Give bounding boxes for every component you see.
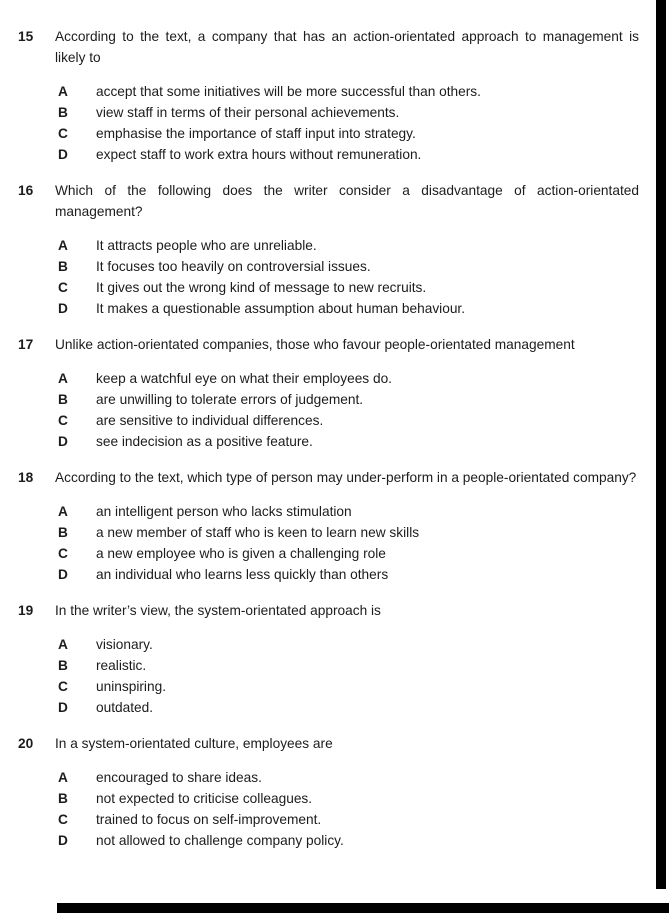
question-number: 18 [18,470,34,485]
option-row [58,788,639,809]
option-row [58,298,639,319]
options-list [58,634,639,718]
exam-page [18,26,639,866]
option-letter: B [58,658,68,673]
option-letter: B [58,105,68,120]
option-letter: A [58,238,68,253]
options-list [58,501,639,585]
option-row [58,81,639,102]
question-number: 15 [18,29,34,44]
option-letter: C [58,280,68,295]
option-row [58,102,639,123]
question-17 [18,334,639,452]
question-stem: In a system-orientated culture, employees are [55,736,333,751]
option-text: outdated. [96,700,154,715]
option-letter: A [58,504,68,519]
page-edge-right-artifact [656,0,666,889]
option-text: accept that some initiatives will be more successful than others. [96,84,481,99]
option-row [58,501,639,522]
options-list [58,767,639,851]
option-row [58,235,639,256]
option-row [58,543,639,564]
question-number: 16 [18,183,34,198]
option-letter: D [58,700,68,715]
option-row [58,389,639,410]
options-list [58,368,639,452]
option-letter: B [58,259,68,274]
option-letter: A [58,84,68,99]
option-text: It focuses too heavily on controversial issues. [96,259,371,274]
option-text: It makes a questionable assumption about human behaviour. [96,301,466,316]
option-row [58,368,639,389]
option-text: It attracts people who are unreliable. [96,238,317,253]
option-text: are sensitive to individual differences. [96,413,324,428]
option-letter: B [58,791,68,806]
option-row [58,830,639,851]
option-text: not allowed to challenge company policy. [96,833,344,848]
options-list [58,235,639,319]
option-letter: D [58,301,68,316]
option-text: an intelligent person who lacks stimulation [96,504,352,519]
option-letter: D [58,567,68,582]
question-number: 17 [18,337,34,352]
option-row [58,655,639,676]
option-row [58,809,639,830]
page-edge-bottom-artifact [57,903,669,913]
option-letter: C [58,679,68,694]
option-row [58,410,639,431]
option-text: uninspiring. [96,679,167,694]
question-20 [18,733,639,851]
option-text: a new employee who is given a challenging role [96,546,386,561]
option-row [58,676,639,697]
option-letter: A [58,371,68,386]
question-stem: Unlike action-orientated companies, those who favour people-orientated management [55,337,575,352]
question-18 [18,467,639,585]
option-text: emphasise the importance of staff input into strategy. [96,126,416,141]
option-text: view staff in terms of their personal achievements. [96,105,400,120]
option-letter: C [58,126,68,141]
option-row [58,123,639,144]
option-letter: B [58,392,68,407]
option-text: see indecision as a positive feature. [96,434,313,449]
question-16 [18,180,639,319]
option-row [58,277,639,298]
option-letter: D [58,434,68,449]
option-text: keep a watchful eye on what their employees do. [96,371,392,386]
option-text: visionary. [96,637,153,652]
question-stem: In the writer’s view, the system-orientated approach is [55,603,381,618]
options-list [58,81,639,165]
option-letter: A [58,770,68,785]
option-text: a new member of staff who is keen to learn new skills [96,525,420,540]
question-stem: According to the text, which type of person may under-perform in a people-orientated company? [55,470,637,485]
option-text: not expected to criticise colleagues. [96,791,313,806]
option-row [58,564,639,585]
option-text: It gives out the wrong kind of message to new recruits. [96,280,427,295]
option-row [58,431,639,452]
option-row [58,767,639,788]
option-row [58,522,639,543]
question-15 [18,26,639,165]
option-letter: C [58,812,68,827]
question-number: 19 [18,603,34,618]
question-number: 20 [18,736,34,751]
option-row [58,256,639,277]
option-letter: D [58,147,68,162]
option-text: are unwilling to tolerate errors of judgement. [96,392,364,407]
option-text: realistic. [96,658,147,673]
option-row [58,634,639,655]
option-letter: B [58,525,68,540]
option-text: expect staff to work extra hours without remuneration. [96,147,422,162]
option-text: an individual who learns less quickly than others [96,567,389,582]
question-stem: According to the text, a company that has an action-orientated approach to management is likely to [55,29,639,65]
option-text: encouraged to share ideas. [96,770,262,785]
question-stem: Which of the following does the writer consider a disadvantage of action-orientated management? [55,183,639,219]
option-row [58,144,639,165]
option-letter: A [58,637,68,652]
option-row [58,697,639,718]
option-text: trained to focus on self-improvement. [96,812,322,827]
option-letter: C [58,546,68,561]
option-letter: D [58,833,68,848]
option-letter: C [58,413,68,428]
question-19 [18,600,639,718]
